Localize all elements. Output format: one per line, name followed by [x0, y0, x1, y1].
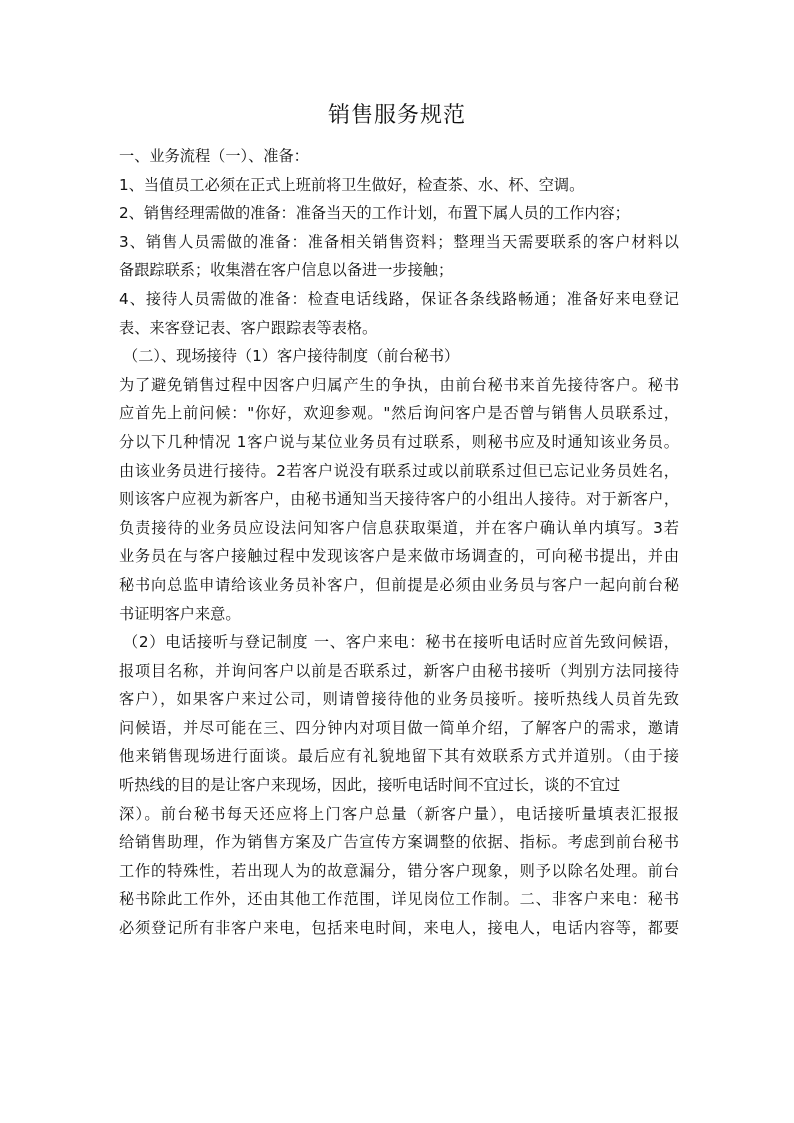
document-title: 销售服务规范	[327, 103, 466, 128]
paragraph-line: 工作的特殊性，若出现人为的故意漏分，错分客户现象，则予以除名处理。前台	[119, 861, 679, 880]
paragraph-line: 深）。前台秘书每天还应将上门客户总量（新客户量），电话接听量填表汇报报	[119, 804, 679, 823]
section-heading-phone: （2）电话接听与登记制度 一、客户来电：秘书在接听电话时应首先致问候语，	[123, 633, 679, 652]
paragraph-line: 则该客户应视为新客户，由秘书通知当天接待客户的小组出人接待。对于新客户，	[119, 490, 679, 509]
paragraph-line: 秘书除此工作外，还由其他工作范围，详见岗位工作制。二、非客户来电：秘书	[119, 890, 679, 909]
paragraph-line: 给销售助理，作为销售方案及广告宣传方案调整的依据、指标。考虑到前台秘书	[119, 833, 679, 852]
paragraph-line: 他来销售现场进行面谈。最后应有礼貌地留下其有效联系方式并道别。（由于接	[119, 747, 679, 766]
paragraph-line: 2、销售经理需做的准备：准备当天的工作计划，布置下属人员的工作内容；	[119, 204, 630, 223]
paragraph-line: 问候语，并尽可能在三、四分钟内对项目做一简单介绍，了解客户的需求，邀请	[119, 718, 679, 737]
paragraph-line: 秘书向总监申请给该业务员补客户，但前提是必须由业务员与客户一起向前台秘	[119, 575, 679, 594]
paragraph-line: 书证明客户来意。	[119, 604, 241, 623]
paragraph-line: 4、接待人员需做的准备：检查电话线路，保证各条线路畅通；准备好来电登记	[119, 289, 679, 308]
paragraph-line: 必须登记所有非客户来电，包括来电时间，来电人，接电人，电话内容等，都要	[119, 919, 679, 938]
paragraph-line: 负责接待的业务员应设法问知客户信息获取渠道，并在客户确认单内填写。3若	[119, 518, 679, 537]
paragraph-line: 表、来客登记表、客户跟踪表等表格。	[119, 318, 378, 337]
paragraph-line: 听热线的目的是让客户来现场，因此，接听电话时间不宜过长，谈的不宜过	[119, 776, 621, 795]
paragraph-line: 1、当值员工必须在正式上班前将卫生做好，检查茶、水、杯、空调。	[119, 175, 585, 194]
paragraph-line: 为了避免销售过程中因客户归属产生的争执，由前台秘书来首先接待客户。秘书	[119, 375, 679, 394]
document-body	[119, 142, 679, 943]
paragraph-line: 备跟踪联系；收集潜在客户信息以备进一步接触；	[119, 261, 454, 280]
paragraph-line: 分以下几种情况 1客户说与某位业务员有过联系，则秘书应及时通知该业务员。	[119, 432, 679, 451]
paragraph-line: 应首先上前问候："你好，欢迎参观。"然后询问客户是否曾与销售人员联系过，	[119, 404, 679, 423]
section-heading-business-process: 一、业务流程（一）、准备：	[119, 147, 309, 165]
section-heading-reception: （二）、现场接待（1）客户接待制度（前台秘书）	[123, 347, 460, 366]
paragraph-line: 报项目名称，并询问客户以前是否联系过，新客户由秘书接听（判别方法同接待	[119, 661, 679, 680]
paragraph-line: 业务员在与客户接触过程中发现该客户是来做市场调查的，可向秘书提出，并由	[119, 547, 679, 566]
paragraph-line: 客户），如果客户来过公司，则请曾接待他的业务员接听。接听热线人员首先致	[119, 690, 679, 709]
paragraph-line: 3、销售人员需做的准备：准备相关销售资料；整理当天需要联系的客户材料以	[119, 232, 679, 251]
paragraph-line: 由该业务员进行接待。2若客户说没有联系过或以前联系过但已忘记业务员姓名，	[119, 461, 679, 480]
